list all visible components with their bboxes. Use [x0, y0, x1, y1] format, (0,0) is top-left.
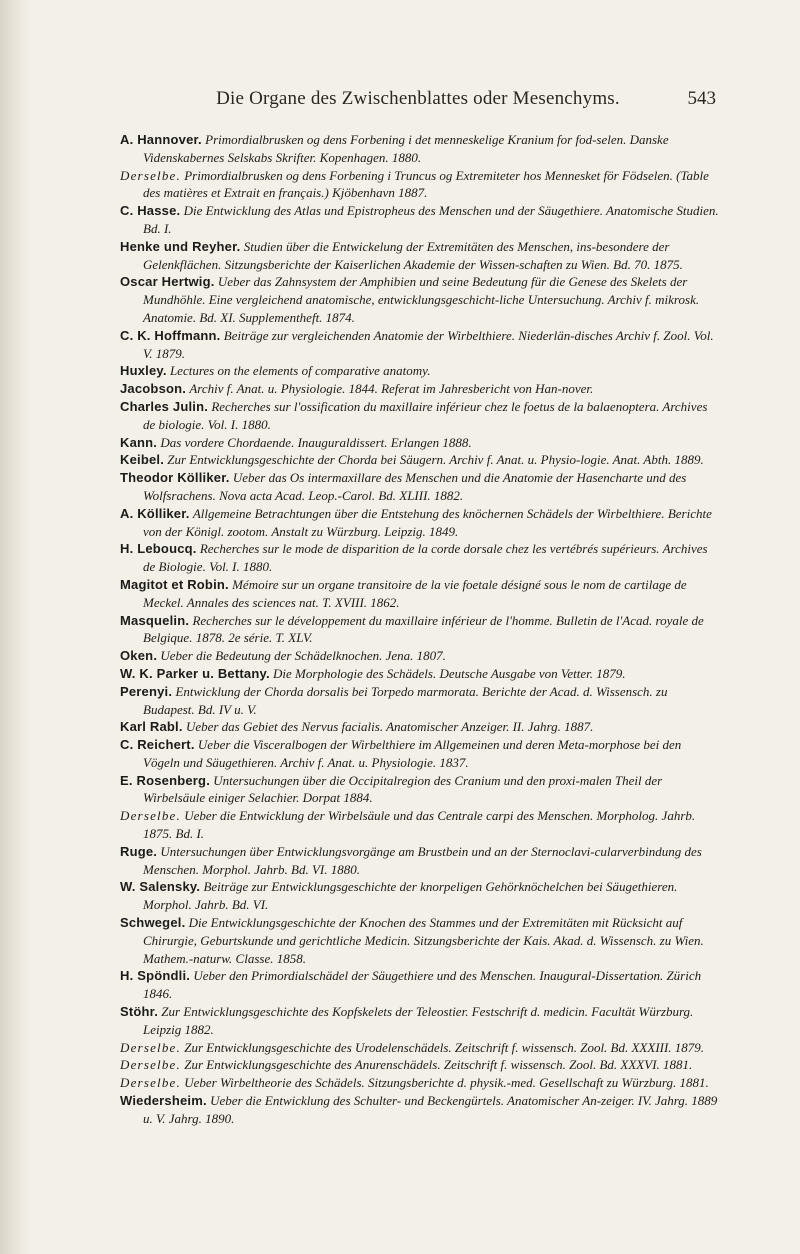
- reference-entry: [120, 505, 720, 541]
- reference-author: Henke und Reyher.: [120, 238, 241, 254]
- reference-author: Masquelin.: [120, 612, 190, 628]
- reference-entry: [120, 380, 720, 398]
- reference-author: W. Salensky.: [120, 879, 201, 895]
- reference-title: Das vordere Chordaende. Inauguraldissert. Erlangen 1888.: [160, 434, 472, 450]
- reference-author: Derselbe.: [120, 167, 181, 183]
- reference-title: Recherches sur l'ossification du maxillaire inférieur chez le foetus de la balaenoptera. Archives de biologie. Vol. I. 1880.: [143, 398, 708, 432]
- reference-title: Lectures on the elements of comparative anatomy.: [169, 363, 431, 379]
- reference-entry: [120, 238, 720, 274]
- reference-author: Schwegel.: [120, 915, 186, 931]
- reference-author: H. Leboucq.: [120, 541, 197, 557]
- reference-entry: [120, 202, 720, 238]
- reference-title: Mémoire sur un organe transitoire de la vie foetale désigné sous le nom de cartilage de Meckel. Annales des sciences nat. T. XVIII. 1862.: [143, 576, 687, 610]
- reference-entry: [120, 1092, 720, 1128]
- reference-entry: [120, 612, 720, 648]
- reference-author: Huxley.: [120, 363, 167, 379]
- reference-title: Primordialbrusken og dens Forbening i Truncus og Extremiteter hos Mennesket för Födselen. (Table des matières et Extrait en français.) Kjöbenhavn 1887.: [143, 167, 709, 201]
- reference-author: Wiedersheim.: [120, 1093, 207, 1109]
- reference-entry: [120, 167, 720, 203]
- reference-author: Derselbe.: [120, 808, 181, 824]
- page-gutter-shadow: [0, 0, 30, 1254]
- reference-author: Kann.: [120, 434, 158, 450]
- reference-title: Ueber Wirbeltheorie des Schädels. Sitzungsberichte d. physik.-med. Gesellschaft zu Würzburg. 1881.: [184, 1075, 709, 1091]
- reference-title: Die Entwicklungsgeschichte der Knochen des Stammes und der Extremitäten mit Rücksicht auf Chirurgie, Geburtskunde und gerichtliche Medicin. Sitzungsberichte der Kais. Akad. d. Wissensch. zu Wien. Mathem.-naturw. Classe. 1858.: [143, 915, 704, 966]
- reference-title: Ueber die Entwicklung der Wirbelsäule und das Centrale carpi des Menschen. Morpholog. Jahrb. 1875. Bd. I.: [143, 808, 696, 842]
- reference-title: Entwicklung der Chorda dorsalis bei Torpedo marmorata. Berichte der Acad. d. Wissensch. zu Budapest. Bd. IV u. V.: [143, 683, 668, 717]
- reference-entry: [120, 451, 720, 469]
- reference-entry: [120, 843, 720, 879]
- reference-title: Ueber die Bedeutung der Schädelknochen. Jena. 1807.: [160, 648, 446, 664]
- reference-author: Derselbe.: [120, 1039, 181, 1055]
- reference-author: Ruge.: [120, 843, 158, 859]
- reference-entry: [120, 362, 720, 380]
- reference-title: Allgemeine Betrachtungen über die Entstehung des knöchernen Schädels der Wirbelthiere. Berichte von der Königl. zootom. Anstalt zu Würzburg. Leipzig. 1849.: [143, 505, 712, 539]
- reference-entry: [120, 469, 720, 505]
- reference-title: Beiträge zur vergleichenden Anatomie der Wirbelthiere. Niederlän-disches Archiv f. Zool. Vol. V. 1879.: [143, 327, 714, 361]
- reference-author: Karl Rabl.: [120, 719, 183, 735]
- reference-title: Untersuchungen über die Occipitalregion des Cranium und den proxi-malen Theil der Wirbelsäule einiger Selachier. Dorpat 1884.: [143, 772, 663, 806]
- reference-title: Die Morphologie des Schädels. Deutsche Ausgabe von Vetter. 1879.: [273, 665, 626, 681]
- reference-author: Magitot et Robin.: [120, 576, 229, 592]
- reference-title: Beiträge zur Entwicklungsgeschichte der knorpeligen Gehörknöchelchen bei Säugethieren. Morphol. Jahrb. Bd. VI.: [143, 879, 678, 913]
- reference-author: Stöhr.: [120, 1004, 159, 1020]
- page-number: 543: [687, 88, 716, 109]
- reference-title: Zur Entwicklungsgeschichte des Urodelenschädels. Zeitschrift f. wissensch. Zool. Bd. XXXIII. 1879.: [184, 1039, 705, 1055]
- reference-entry: [120, 736, 720, 772]
- reference-entry: [120, 914, 720, 967]
- reference-author: E. Rosenberg.: [120, 772, 211, 788]
- reference-title: Recherches sur le mode de disparition de la corde dorsale chez les vertébrés supérieurs. Archives de Biologie. Vol. I. 1880.: [143, 541, 708, 575]
- reference-author: A. Kölliker.: [120, 505, 190, 521]
- reference-author: A. Hannover.: [120, 132, 202, 147]
- reference-title: Ueber die Entwicklung des Schulter- und Beckengürtels. Anatomischer An-zeiger. IV. Jahrg. 1889 u. V. Jahrg. 1890.: [143, 1093, 718, 1126]
- reference-author: Keibel.: [120, 452, 165, 468]
- reference-title: Archiv f. Anat. u. Physiologie. 1844. Referat im Jahresbericht von Han-nover.: [189, 381, 594, 397]
- reference-author: Oscar Hertwig.: [120, 274, 215, 290]
- reference-entry: [120, 807, 720, 843]
- reference-title: Ueber die Visceralbogen der Wirbelthiere im Allgemeinen und deren Meta-morphose bei den Vögeln und Säugethieren. Archiv f. Anat. u. Physiologie. 1837.: [143, 737, 682, 770]
- reference-author: Oken.: [120, 648, 158, 664]
- reference-entry: [120, 1039, 720, 1057]
- reference-entry: [120, 772, 720, 808]
- reference-title: Recherches sur le développement du maxillaire inférieur de l'homme. Bulletin de l'Acad. royale de Belgique. 1878. 2e série. T. XLV.: [143, 612, 704, 646]
- reference-entry: [120, 1003, 720, 1039]
- reference-title: Zur Entwicklungsgeschichte der Chorda bei Säugern. Archiv f. Anat. u. Physio-logie. Anat. Abth. 1889.: [167, 452, 704, 468]
- reference-author: C. K. Hoffmann.: [120, 327, 221, 343]
- reference-entry: [120, 683, 720, 719]
- reference-title: Ueber den Primordialschädel der Säugethiere und des Menschen. Inaugural-Dissertation. Zürich 1846.: [143, 968, 702, 1002]
- reference-entry: [120, 540, 720, 576]
- running-title: Die Organe des Zwischenblattes oder Mesenchyms.: [216, 88, 620, 109]
- reference-entry: [120, 878, 720, 914]
- reference-entry: [120, 576, 720, 612]
- reference-entry: [120, 131, 720, 167]
- reference-author: Charles Julin.: [120, 398, 209, 414]
- reference-entry: [120, 327, 720, 363]
- reference-entry: [120, 967, 720, 1003]
- reference-title: Ueber das Gebiet des Nervus facialis. Anatomischer Anzeiger. II. Jahrg. 1887.: [185, 719, 594, 735]
- reference-title: Untersuchungen über Entwicklungsvorgänge am Brustbein und an der Sternoclavi-cularverbindung des Menschen. Morphol. Jahrb. Bd. VI. 1880.: [143, 843, 702, 877]
- reference-author: Derselbe.: [120, 1057, 181, 1073]
- reference-title: Ueber das Os intermaxillare des Menschen und die Anatomie der Hasencharte und des Wolfsrachens. Nova acta Acad. Leop.-Carol. Bd. XLIII. 1882.: [143, 470, 687, 503]
- reference-author: H. Spöndli.: [120, 968, 191, 984]
- reference-entry: [120, 1074, 720, 1092]
- reference-title: Zur Entwicklungsgeschichte des Anurenschädels. Zeitschrift f. wissensch. Zool. Bd. XXXVI. 1881.: [184, 1057, 693, 1073]
- running-header: [120, 88, 716, 118]
- reference-entry: [120, 1056, 720, 1074]
- reference-entry: [120, 434, 720, 452]
- reference-title: Studien über die Entwickelung der Extremitäten des Menschen, ins-besondere der Gelenkflächen. Sitzungsberichte der Kaiserlichen Akademie der Wissen-schaften zu Wien. Bd. 70. 1875.: [143, 238, 683, 272]
- reference-entry: [120, 718, 720, 736]
- reference-title: Primordialbrusken og dens Forbening i det menneskelige Kranium for fod-selen. Danske Videnskabernes Selskabs Skrifter. Kopenhagen. 1880.: [143, 132, 669, 165]
- reference-author: Jacobson.: [120, 381, 187, 397]
- reference-author: W. K. Parker u. Bettany.: [120, 665, 270, 681]
- reference-author: Derselbe.: [120, 1075, 181, 1091]
- reference-title: Zur Entwicklungsgeschichte des Kopfskelets der Teleostier. Festschrift d. medicin. Facultät Würzburg. Leipzig 1882.: [143, 1004, 694, 1037]
- reference-author: Perenyi.: [120, 683, 173, 699]
- reference-entry: [120, 273, 720, 326]
- reference-author: C. Reichert.: [120, 737, 195, 753]
- reference-title: Ueber das Zahnsystem der Amphibien und seine Bedeutung für die Genese des Skelets der Mundhöhle. Eine vergleichend anatomische, entwicklungsgeschicht-liche Untersuchung. Archiv f. mikrosk. Anatomie. Bd. XI. Supplementheft. 1874.: [143, 274, 700, 325]
- reference-entry: [120, 398, 720, 434]
- reference-list: [120, 131, 720, 1128]
- reference-author: Theodor Kölliker.: [120, 470, 230, 486]
- reference-author: C. Hasse.: [120, 203, 181, 219]
- reference-entry: [120, 647, 720, 665]
- reference-title: Die Entwicklung des Atlas und Epistropheus des Menschen und der Säugethiere. Anatomische Studien. Bd. I.: [143, 203, 719, 236]
- reference-entry: [120, 665, 720, 683]
